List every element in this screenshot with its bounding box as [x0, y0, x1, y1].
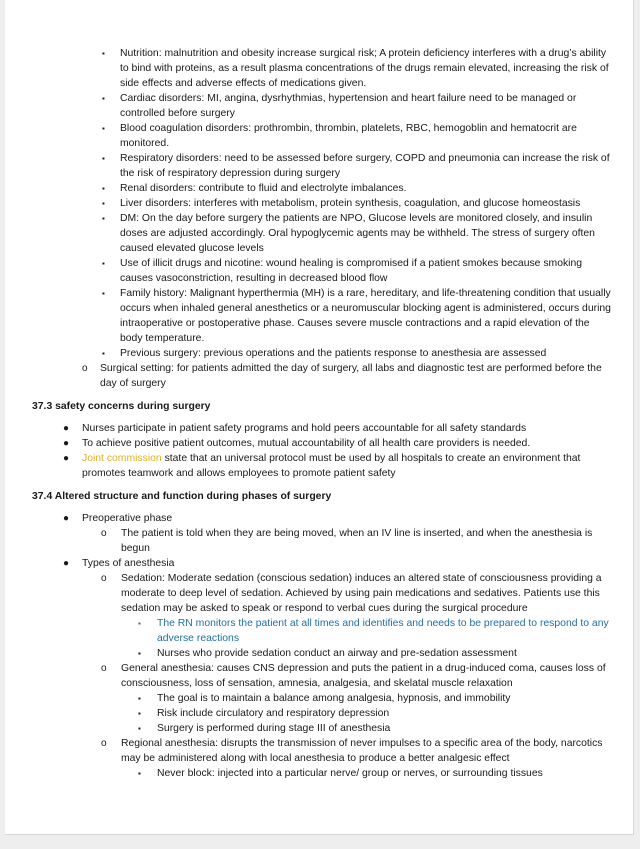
square-bullet-icon: ▪ [102, 199, 105, 208]
square-bullet-icon: ▪ [102, 214, 105, 223]
square-bullet-icon: ▪ [138, 694, 141, 703]
list-item: ▪ Nurses who provide sedation conduct an airway and pre-sedation assessment [138, 648, 517, 659]
list-item: ● Nurses participate in patient safety programs and hold peers accountable for all safety standards [63, 423, 527, 434]
list-item: ▪ The goal is to maintain a balance among analgesia, hypnosis, and immobility [138, 693, 511, 704]
square-bullet-icon: ▪ [102, 154, 105, 163]
section-heading-37-4: 37.4 Altered structure and function during phases of surgery [32, 491, 332, 502]
square-bullet-icon: ▪ [102, 94, 105, 103]
list-item: ▪ Respiratory disorders: need to be assessed before surgery, COPD and pneumonia can increase the risk of the risk of respiratory depression during surgery [102, 153, 610, 179]
square-bullet-icon: ▪ [138, 724, 141, 733]
surgical-risk-list [32, 46, 612, 391]
list-item: o The patient is told when they are being moved, when an IV line is inserted, and when the anesthesia is begun [101, 528, 593, 554]
circle-bullet-icon: o [82, 363, 88, 374]
list-item-surgical-setting: o Surgical setting: for patients admitted the day of surgery, all labs and diagnostic test are performed before the day of surgery [82, 363, 602, 389]
circle-bullet-icon: o [101, 738, 107, 749]
phases-list [32, 511, 612, 781]
list-item-blue-note: ▪ The RN monitors the patient at all times and identifies and needs to be prepared to respond to any adverse reactions [138, 618, 609, 644]
list-item-regional-anesthesia: o Regional anesthesia: disrupts the transmission of never impulses to a specific area of the body, narcotics may be administered along with local anesthesia to produce a better analgesic effect [101, 738, 603, 764]
circle-bullet-icon: o [101, 573, 107, 584]
list-item: ▪ Renal disorders: contribute to fluid and electrolyte imbalances. [102, 183, 407, 194]
document-content [32, 46, 612, 781]
circle-bullet-icon: o [101, 528, 107, 539]
square-bullet-icon: ▪ [102, 49, 105, 58]
list-item: ▪ Nutrition: malnutrition and obesity increase surgical risk; A protein deficiency interferes with a drug’s ability to bind with proteins, as a result plasma concentrations of the drugs remain elevated, increasing the risk of side effects and adverse effects of medications given. [102, 48, 609, 89]
square-bullet-icon: ▪ [102, 259, 105, 268]
disc-bullet-icon: ● [63, 438, 70, 449]
disc-bullet-icon: ● [63, 513, 70, 524]
square-bullet-icon: ▪ [102, 124, 105, 133]
highlighted-term: Joint commission [82, 453, 162, 464]
document-page [5, 0, 634, 835]
list-item: ▪ Family history: Malignant hyperthermia (MH) is a rare, hereditary, and life-threatening condition that usually occurs when inhaled general anesthetics or a neuromuscular blocking agent is administered, occurs during intraoperative or postoperative phase. Causes severe muscle contractions and a rapid elevation of the body temperature. [102, 288, 611, 344]
list-item: ▪ Never block: injected into a particular nerve/ group or nerves, or surrounding tissues [138, 768, 543, 779]
list-item-general-anesthesia: o General anesthesia: causes CNS depression and puts the patient in a drug-induced coma, causes loss of consciousness, loss of sensation, amnesia, analgesia, and skelatal muscle relaxation [101, 663, 606, 689]
list-item-sedation: o Sedation: Moderate sedation (conscious sedation) induces an altered state of consciousness providing a moderate to deep level of sedation. Achieved by using pain medications and sedatives. Patients use this sedation may be asked to speak or respond to verbal cues during the surgical procedure [101, 573, 602, 614]
disc-bullet-icon: ● [63, 453, 70, 464]
square-bullet-icon: ▪ [138, 649, 141, 658]
square-bullet-icon: ▪ [102, 184, 105, 193]
disc-bullet-icon: ● [63, 423, 70, 434]
list-item-preoperative: ● Preoperative phase [63, 513, 173, 524]
list-item-types-of-anesthesia: ● Types of anesthesia [63, 558, 175, 569]
circle-bullet-icon: o [101, 663, 107, 674]
square-bullet-icon: ▪ [102, 289, 105, 298]
section-heading-37-3: 37.3 safety concerns during surgery [32, 401, 211, 412]
list-item: ▪ Previous surgery: previous operations and the patients response to anesthesia are assessed [102, 348, 547, 359]
square-bullet-icon: ▪ [138, 769, 141, 778]
square-bullet-icon: ▪ [102, 349, 105, 358]
list-item: ▪ Cardiac disorders: MI, angina, dysrhythmias, hypertension and heart failure need to be managed or controlled before surgery [102, 93, 577, 119]
list-item: ▪ Risk include circulatory and respiratory depression [138, 708, 390, 719]
list-item: ▪ Surgery is performed during stage III of anesthesia [138, 723, 391, 734]
list-item: ▪ Liver disorders: interferes with metabolism, protein synthesis, coagulation, and glucose homeostasis [102, 198, 581, 209]
square-bullet-icon: ▪ [138, 619, 141, 628]
list-item: ▪ Blood coagulation disorders: prothrombin, thrombin, platelets, RBC, hemogoblin and hematocrit are monitored. [102, 123, 577, 149]
list-item: ▪ DM: On the day before surgery the patients are NPO, Glucose levels are monitored closely, and insulin doses are adjusted accordingly. Oral hypoglycemic agents may be withheld. The stress of surgery often caused elevated glucose levels [102, 213, 595, 254]
list-item: ● To achieve positive patient outcomes, mutual accountability of all health care providers is needed. [63, 438, 531, 449]
square-bullet-icon: ▪ [138, 709, 141, 718]
list-item: ▪ Use of illicit drugs and nicotine: wound healing is compromised if a patient smokes because smoking causes vasoconstriction, resulting in decreased blood flow [102, 258, 583, 284]
list-item-joint-commission: ● Joint commission state that an universal protocol must be used by all hospitals to create an environment that promotes teamwork and allows employees to promote patient safety [63, 453, 581, 479]
disc-bullet-icon: ● [63, 558, 70, 569]
safety-concerns-list [32, 421, 612, 481]
